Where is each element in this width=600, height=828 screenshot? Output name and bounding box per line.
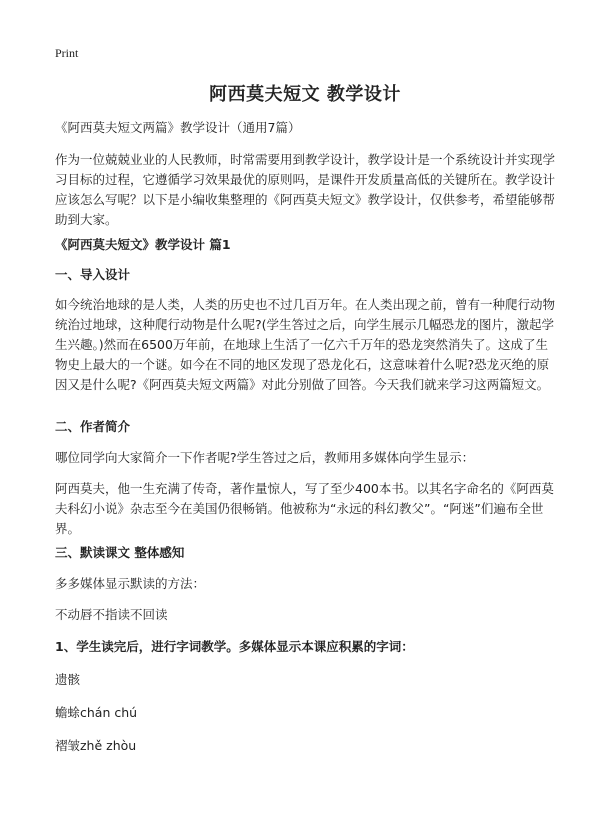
section-heading-author: 二、作者简介 (55, 419, 131, 434)
vocab-item: 遗骸 (55, 672, 81, 687)
intro-paragraph: 作为一位兢兢业业的人民教师，时常需要用到教学设计，教学设计是一个系统设计并实现学习目标的过程，它遵循学习效果最优的原则吗，是课件开发质量高低的关键所在。教学设计应该怎么写呢？以下是小编收集整理的《阿西莫夫短文》教学设计，仅供参考，希望能够帮助到大家。 (55, 152, 556, 227)
author-bio-text: 阿西莫夫，他一生充满了传奇，著作量惊人，写了至少400本书。以其名字命名的《阿西莫夫科幻小说》杂志至今在美国仍很畅销。他被称为“永远的科幻教父”。“阿迷”们遍布全世界。 (55, 481, 554, 536)
vocab-item: 蟾蜍chán chú (55, 705, 138, 720)
page-title: 阿西莫夫短文 教学设计 (209, 84, 401, 105)
reading-method-text: 多多媒体显示默读的方法： (55, 576, 206, 591)
section-heading-intro: 一、导入设计 (55, 267, 131, 282)
vocab-item: 褶皱zhě zhòu (55, 738, 137, 753)
section-intro-text: 如今统治地球的是人类，人类的历史也不过几百万年。在人类出现之前，曾有一种爬行动物统治过地球，这种爬行动物是什么呢?(学生答过之后，向学生展示几幅恐龙的图片，激起学生兴趣。)然而在6500万年前，在地球上生活了一亿六千万年的恐龙突然消失了。这成了生物史上最大的一个谜。如今在不同的地区发现了恐龙化石，这意味着什么呢?恐龙灭绝的原因又是什么呢?《阿西莫夫短文两篇》对此分别做了回答。今天我们就来学习这两篇短文。 (55, 297, 556, 392)
doc-subtitle: 《阿西莫夫短文两篇》教学设计（通用7篇） (55, 120, 301, 135)
reading-method-value: 不动唇不指读不回读 (55, 607, 168, 622)
vocab-heading: 1、学生读完后，进行字词教学。多媒体显示本课应积累的字词： (55, 639, 414, 654)
author-prompt-text: 哪位同学向大家简介一下作者呢?学生答过之后，教师用多媒体向学生显示： (55, 450, 475, 465)
section-heading-reading: 三、默读课文 整体感知 (55, 545, 185, 560)
print-link[interactable]: Print (55, 46, 79, 60)
article-heading: 《阿西莫夫短文》教学设计 篇1 (55, 237, 231, 252)
